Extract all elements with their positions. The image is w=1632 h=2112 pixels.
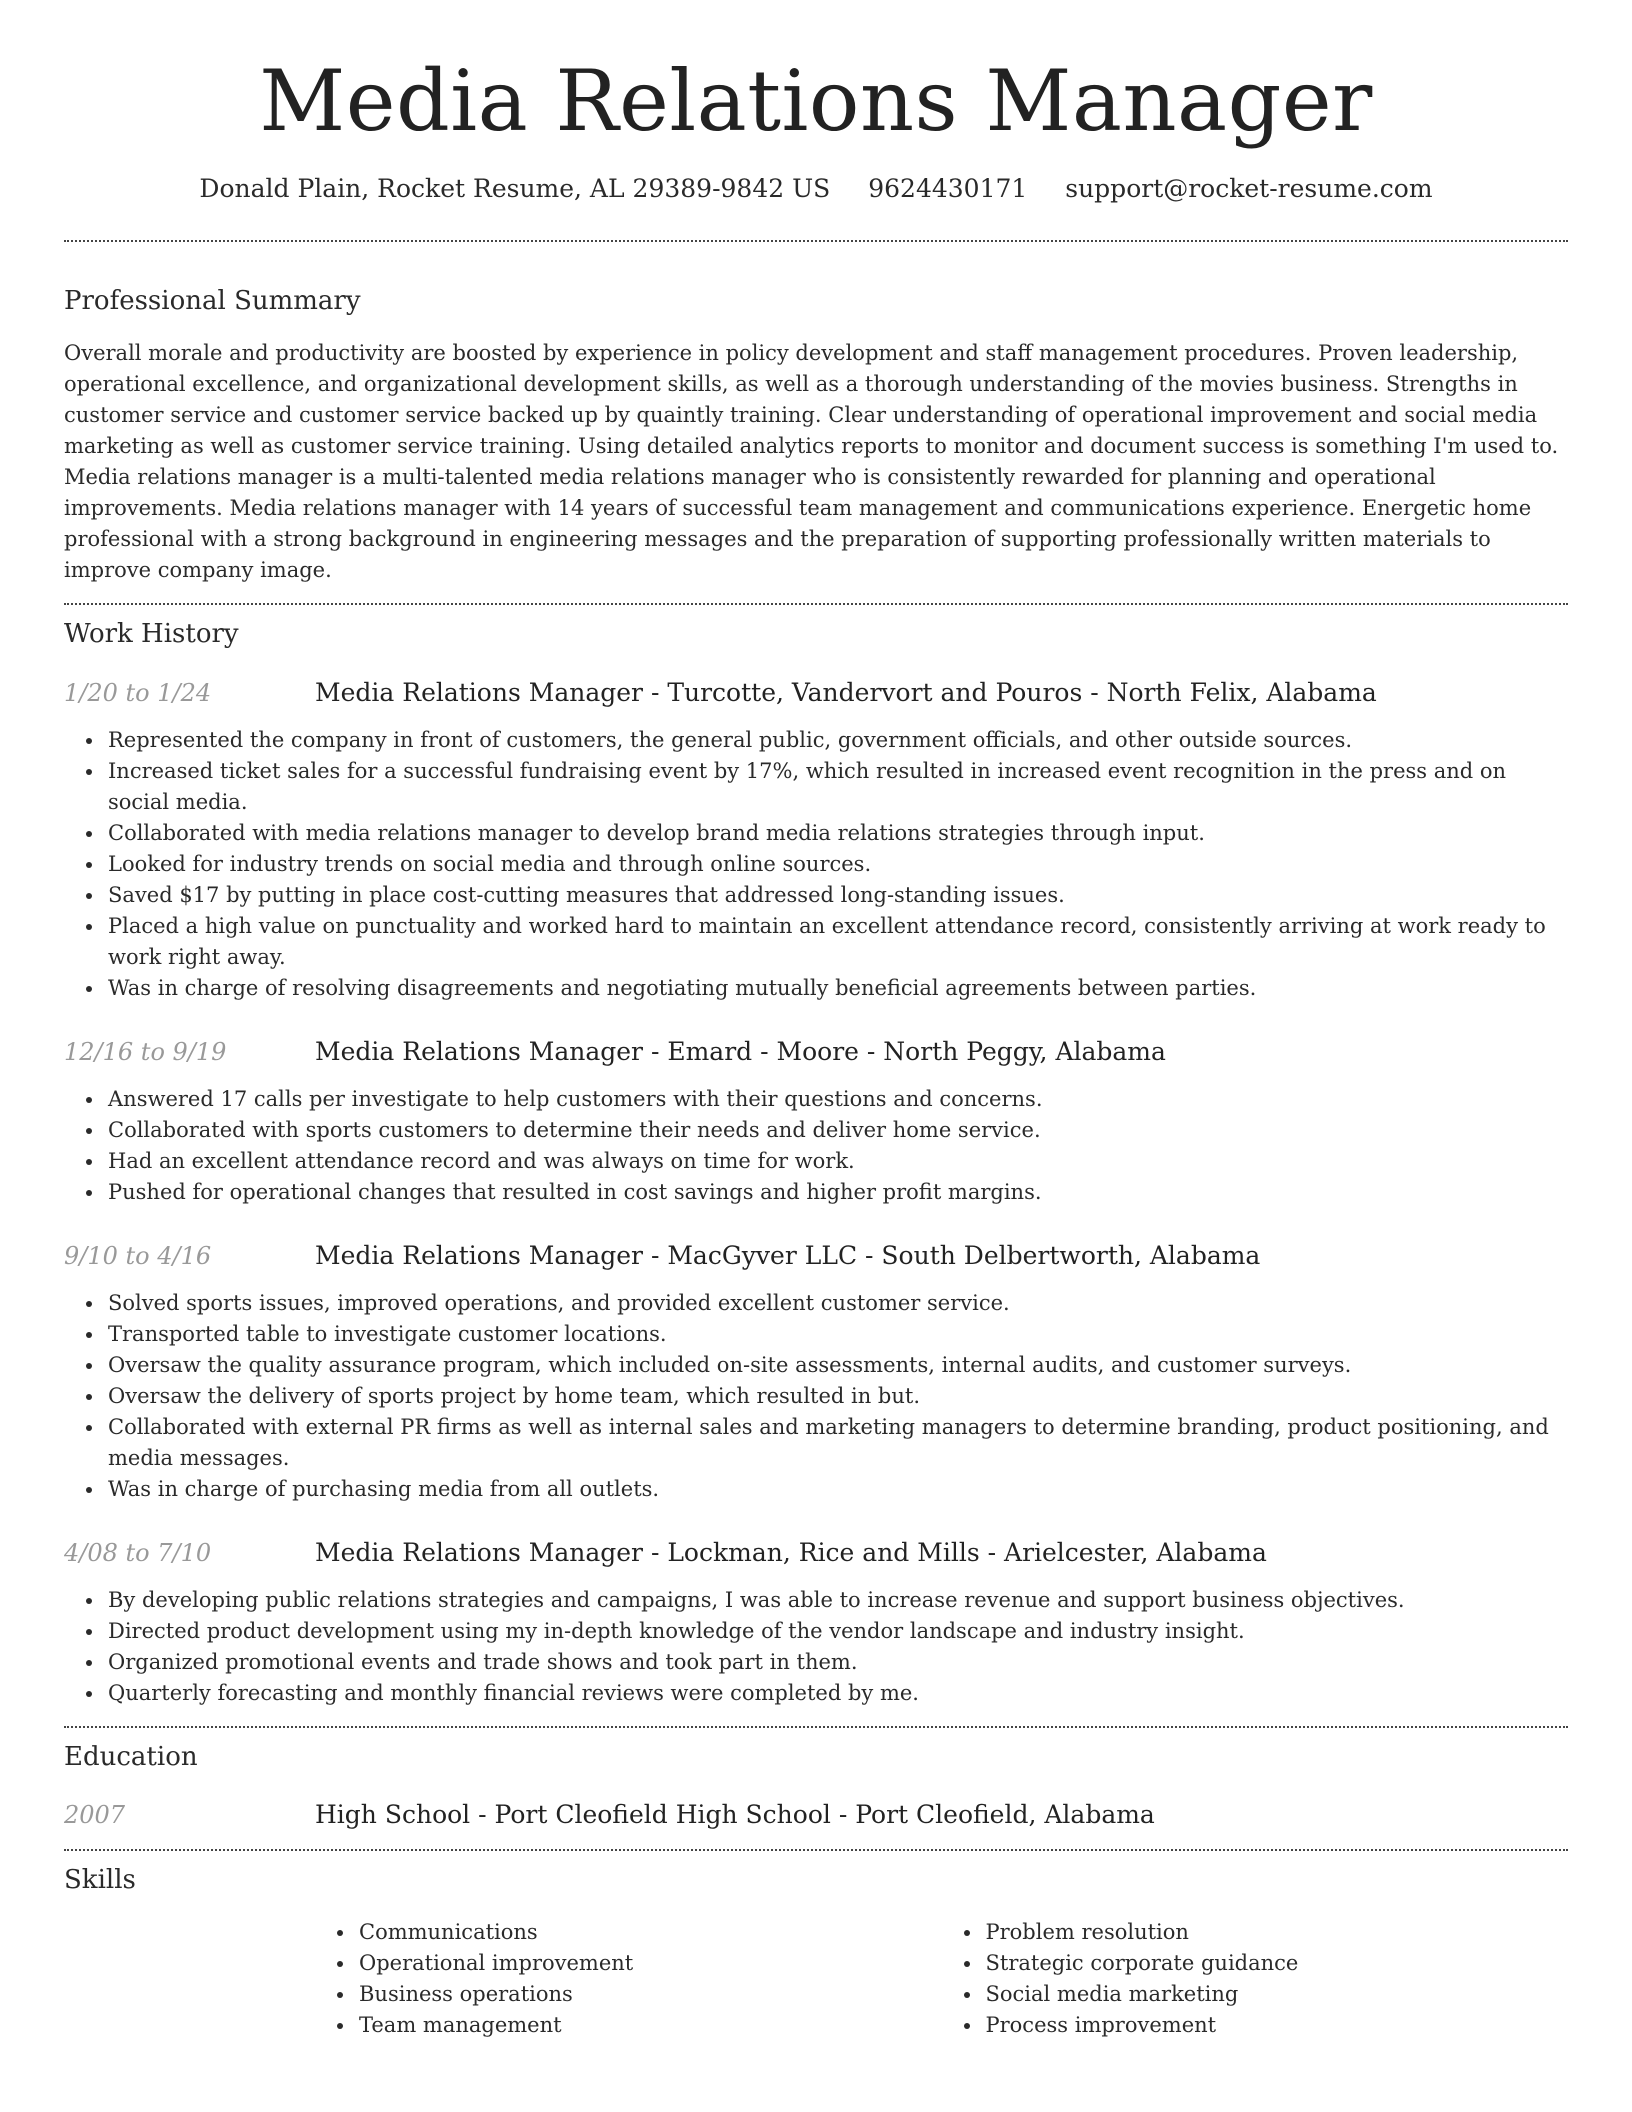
job-title: Media Relations Manager - MacGyver LLC - South Delbertworth, Alabama — [315, 1241, 1261, 1270]
job-bullets — [64, 1585, 1568, 1709]
job-header — [64, 1536, 1568, 1570]
work-history-section — [64, 617, 1568, 1709]
education-heading: Education — [64, 1742, 198, 1772]
job-bullet: Had an excellent attendance record and was always on time for work. — [108, 1146, 1568, 1177]
job-header — [64, 1239, 1568, 1273]
work-divider — [64, 1726, 1568, 1728]
skill-item: Process improvement — [986, 2010, 1569, 2041]
contact-line — [64, 172, 1568, 206]
job-bullet: Collaborated with sports customers to determine their needs and deliver home service. — [108, 1115, 1568, 1146]
page-title: Media Relations Manager — [259, 52, 1373, 150]
contact-phone: 9624430171 — [868, 174, 1028, 203]
job-bullet: Increased ticket sales for a successful fundraising event by 17%, which resulted in increased event recognition in the press and on social media. — [108, 756, 1568, 818]
skills-section — [64, 1863, 1568, 2041]
job-entry — [64, 1239, 1568, 1505]
job-bullet: Answered 17 calls per investigate to help customers with their questions and concerns. — [108, 1084, 1568, 1115]
skill-item: Strategic corporate guidance — [986, 1948, 1569, 1979]
job-entry — [64, 676, 1568, 1004]
skill-item: Communications — [359, 1917, 942, 1948]
job-bullet: Represented the company in front of customers, the general public, government officials, and other outside sources. — [108, 725, 1568, 756]
job-bullet: Collaborated with media relations manager to develop brand media relations strategies through input. — [108, 818, 1568, 849]
job-bullets — [64, 725, 1568, 1004]
skills-heading: Skills — [64, 1865, 136, 1895]
job-bullet: Transported table to investigate customer locations. — [108, 1319, 1568, 1350]
job-bullet: Directed product development using my in-depth knowledge of the vendor landscape and industry insight. — [108, 1616, 1568, 1647]
contact-address: Donald Plain, Rocket Resume, AL 29389-9842 US — [199, 174, 831, 203]
job-entry — [64, 1536, 1568, 1709]
job-header — [64, 1035, 1568, 1069]
job-dates: 9/10 to 4/16 — [64, 1242, 212, 1270]
job-bullet: Collaborated with external PR firms as well as internal sales and marketing managers to determine branding, product positioning, and media messages. — [108, 1412, 1568, 1474]
job-title: Media Relations Manager - Lockman, Rice and Mills - Arielcester, Alabama — [315, 1538, 1267, 1567]
job-bullets — [64, 1288, 1568, 1505]
job-bullet: Oversaw the delivery of sports project by home team, which resulted in but. — [108, 1381, 1568, 1412]
skill-item: Social media marketing — [986, 1979, 1569, 2010]
summary-section — [64, 284, 1568, 586]
work-history-heading: Work History — [64, 619, 239, 649]
skill-item: Team management — [359, 2010, 942, 2041]
job-bullet: Organized promotional events and trade shows and took part in them. — [108, 1647, 1568, 1678]
job-title: Media Relations Manager - Emard - Moore - North Peggy, Alabama — [315, 1037, 1166, 1066]
job-bullet: Saved $17 by putting in place cost-cutting measures that addressed long-standing issues. — [108, 880, 1568, 911]
summary-divider — [64, 603, 1568, 605]
skills-column-left — [315, 1917, 942, 2041]
job-title: Media Relations Manager - Turcotte, Vandervort and Pouros - North Felix, Alabama — [315, 678, 1377, 707]
job-header — [64, 676, 1568, 710]
skill-item: Business operations — [359, 1979, 942, 2010]
education-divider — [64, 1849, 1568, 1851]
contact-email: support@rocket-resume.com — [1065, 174, 1433, 203]
skills-column-right — [942, 1917, 1569, 2041]
job-bullet: Was in charge of resolving disagreements and negotiating mutually beneficial agreements between parties. — [108, 973, 1568, 1004]
job-dates: 4/08 to 7/10 — [64, 1539, 212, 1567]
job-bullet: Oversaw the quality assurance program, which included on-site assessments, internal audits, and customer surveys. — [108, 1350, 1568, 1381]
job-bullets — [64, 1084, 1568, 1208]
header-divider — [64, 240, 1568, 242]
education-entry — [64, 1798, 1568, 1832]
skill-item: Operational improvement — [359, 1948, 942, 1979]
job-entry — [64, 1035, 1568, 1208]
skills-grid — [315, 1917, 1568, 2041]
job-bullet: By developing public relations strategies and campaigns, I was able to increase revenue and support business objectives. — [108, 1585, 1568, 1616]
job-bullet: Solved sports issues, improved operations, and provided excellent customer service. — [108, 1288, 1568, 1319]
job-bullet: Was in charge of purchasing media from all outlets. — [108, 1474, 1568, 1505]
education-section — [64, 1740, 1568, 1832]
job-dates: 12/16 to 9/19 — [64, 1038, 227, 1066]
job-bullet: Quarterly forecasting and monthly financial reviews were completed by me. — [108, 1678, 1568, 1709]
summary-text: Overall morale and productivity are boosted by experience in policy development and staff management procedures. Proven leadership, operational excellence, and organizational development skills, as well as a thorough understanding of the movies business. Strengths in customer service and customer service backed up by quaintly training. Clear understanding of operational improvement and social media marketing as well as customer service training. Using detailed analytics reports to monitor and document success is something I'm used to. Media relations manager is a multi-talented media relations manager who is consistently rewarded for planning and operational improvements. Media relations manager with 14 years of successful team management and communications experience. Energetic home professional with a strong background in engineering messages and the preparation of supporting professionally written materials to improve company image. — [64, 341, 1559, 582]
education-year: 2007 — [64, 1801, 126, 1829]
education-title: High School - Port Cleofield High School - Port Cleofield, Alabama — [315, 1800, 1155, 1829]
job-bullet: Looked for industry trends on social media and through online sources. — [108, 849, 1568, 880]
job-bullet: Pushed for operational changes that resulted in cost savings and higher profit margins. — [108, 1177, 1568, 1208]
summary-heading: Professional Summary — [64, 286, 361, 316]
job-bullet: Placed a high value on punctuality and worked hard to maintain an excellent attendance record, consistently arriving at work ready to work right away. — [108, 911, 1568, 973]
skill-item: Problem resolution — [986, 1917, 1569, 1948]
job-dates: 1/20 to 1/24 — [64, 679, 212, 707]
